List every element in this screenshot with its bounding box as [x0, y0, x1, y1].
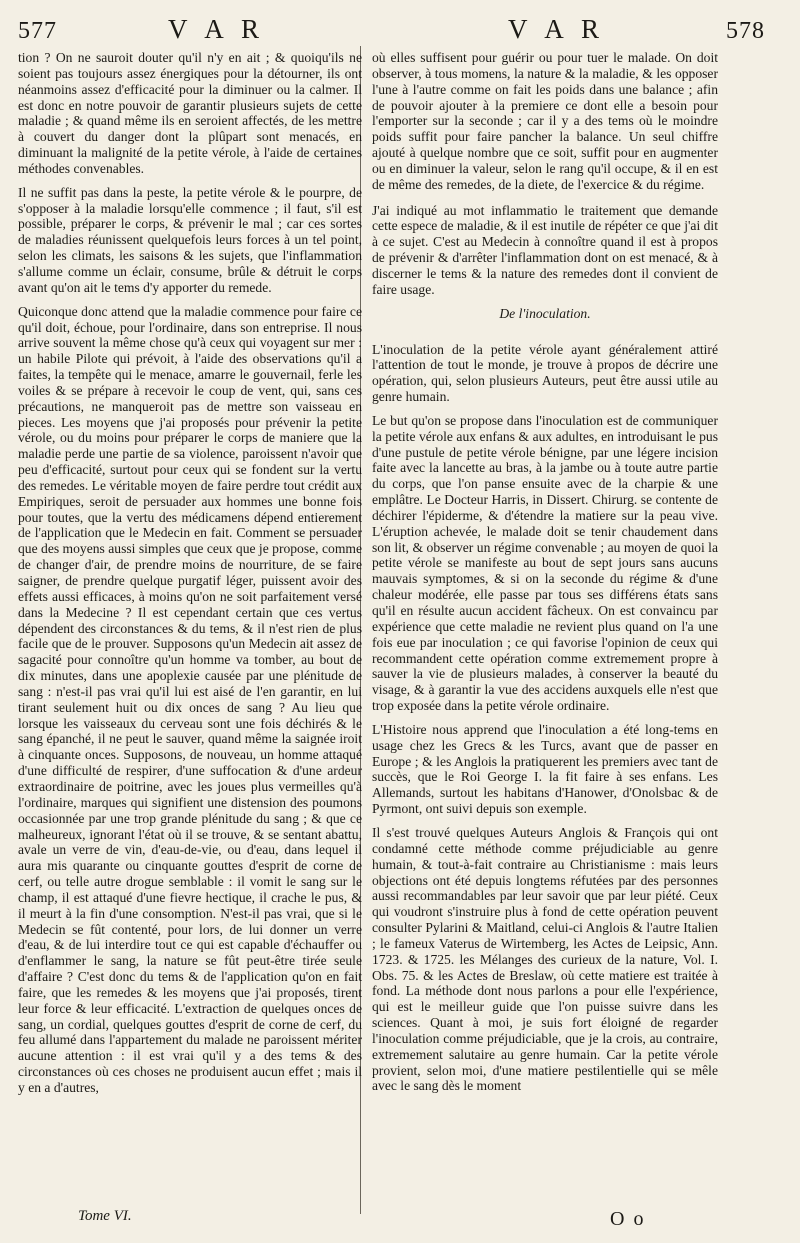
paragraph: Il s'est trouvé quelques Auteurs Anglois & François qui ont condamné cette méthode comme préjudiciable au genre humain, & tout-à-fait contraire au Christianisme : mais leurs objections ont été depuis longtems réfutées par des personnes aussi recommandables par leur savoir que par leur piété. Ceux qui voudront s'instruire plus à fond de cette opération peuvent consulter Pylarini & Maitland, celui-ci Anglois & l'autre Italien ; le fameux Vaterus de Wirtemberg, les Actes de Leipsic, Ann. 1723. & 1725. les Mélanges des curieux de la nature, Vol. I. Obs. 75. & les Actes de Breslaw, où cette matiere est traitée à fond. La méthode dont nous parlons a pour elle l'expérience, qui est le meilleur guide que l'on puisse suivre dans les sciences. Quant à moi, je suis fort éloigné de regarder l'inoculation comme préjudiciable, que je la crois, au contraire, extremement salutaire au genre humain. Car la petite vérole provient, selon moi, d'une matiere pestilentielle qui se mêle avec le sang dès le moment — [372, 824, 718, 1094]
paragraph: où elles suffisent pour guérir ou pour tuer le malade. On doit observer, à tous momens, la nature & la maladie, & les opposer l'une à l'autre comme on fait les poids dans une balance ; afin de pouvoir ajouter à la premiere ce dont elle a besoin pour l'emporter sur la seconde ; car il y a des tems où le moindre poids suffit pour faire pancher la balance. Un seul chiffre ajouté à quelque nombre que ce soit, suffit pour en augmenter ou en diminuer la valeur, selon le rang qu'il occupe, & il en est de même des remedes, de la diete, de l'exercice & du régime. — [372, 50, 718, 192]
paragraph: L'Histoire nous apprend que l'inoculation a été long-tems en usage chez les Grecs & les Turcs, avant que de passer en Europe ; & les Anglois la pratiquerent les premiers avec tant de succès, que le Roi George I. la fit faire à ses enfans. Les Allemands, surtout les habitans d'Hanower, d'Onolsbac & de Pyrmont, ont suivi depuis son exemple. — [372, 721, 718, 817]
volume-label: Tome VI. — [78, 1208, 132, 1224]
page-number-right: 578 — [726, 18, 765, 44]
paragraph: Le but qu'on se propose dans l'inoculation est de communiquer la petite vérole aux enfans & aux adultes, en introduisant le pus d'une pustule de petite vérole bénigne, par une légere incision faite avec la lancette au bras, à la jambe ou à toute autre partie du corps, que l'on panse ensuite avec de la charpie & une emplâtre. Le Docteur Harris, in Dissert. Chirurg. se contente de déchirer l'épiderme, & d'étendre la matiere sur la peau vive. L'éruption achevée, le malade doit se tenir chaudement dans son lit, & observer un régime convenable ; au moyen de quoi la petite vérole se manifeste au bout de sept jours sans aucuns mauvais symptomes, & si on la seconde du régime & d'une chaleur modérée, elle passe par tous ses différens états sans qu'il en résulte aucun accident fâcheux. On est convaincu par expérience que cette maladie ne revient plus quand on l'a une fois eue par inoculation ; ce qui favorise l'opinion de ceux qui recommandent cette opération comme extremement propre à sauver la vie de plusieurs malades, à conserver la beauté du visage, & à garantir la vue des accidens auxquels elle n'est que trop exposée dans la petite vérole ordinaire. — [372, 412, 718, 714]
left-column — [18, 50, 362, 1104]
right-column — [372, 50, 718, 1102]
paragraph: L'inoculation de la petite vérole ayant généralement attiré l'attention de tout le monde, je trouve à propos de décrire une opération, qui, selon plusieurs Auteurs, peut être aussi utile au genre humain. — [372, 341, 718, 405]
running-head-left: V A R — [168, 14, 266, 44]
signature-mark: O o — [610, 1208, 646, 1230]
paragraph: Quiconque donc attend que la maladie commence pour faire ce qu'il doit, échoue, pour l'ordinaire, dans son entreprise. Il nous arrive souvent la même chose qu'à ceux qui voyagent sur mer : un habile Pilote qui prévoit, à l'aide des observations qu'il a faites, la tempête qui le menace, amarre le gouvernail, ferle les voiles & se prépare à recevoir le coup de vent, qui, sans ces précautions, ne manqueroit pas de mettre son vaisseau en pieces. Les moyens que j'ai proposés pour prévenir la petite vérole, ou du moins pour préparer le corps de maniere que la maladie perde une partie de sa violence, paroissent n'avoir que peu d'efficacité, surtout pour ceux qui se fondent sur la vertu des remedes. Le véritable moyen de faire perdre tout crédit aux Empiriques, seroit de persuader aux hommes une bonne fois pour toutes, que la vertu des médicamens dépend entierement de l'application que le Medecin en fait. Comment se persuader que des moyens aussi simples que ceux que je propose, comme de changer d'air, de prendre moins de nourriture, de se faire saigner, de prendre quelque purgatif léger, puissent avoir des effets aussi efficaces, à moins qu'on ne soit parfaitement versé dans la Medecine ? Il est cependant certain que ces vertus dépendent des circonstances & du tems, & il n'est rien de plus facile que de le prouver. Supposons qu'un Medecin ait assez de sagacité pour connoître qu'un homme va tomber, au bout de dix minutes, dans une apoplexie causée par une plénitude de sang : n'est-il pas vrai qu'il lui est aisé de l'en garantir, en lui tirant seulement huit ou dix onces de sang ? Au lieu que lorsque les vaisseaux du cerveau sont une fois déchirés & le sang épanché, il ne peut le sauver, quand même la saignée iroit à cinquante onces. Supposons, de nouveau, un homme attaqué d'une difficulté de respirer, d'une suffocation & d'une ardeur extraordinaire de poitrine, avec les joues plus vermeilles qu'à l'ordinaire, marques qui signifient une distension des poumons occasionnée par une trop grande plénitude du sang ; & que ce malheureux, ignorant l'état où il se trouve, & se sentant abattu, avale un verre de vin, d'eau-de-vie, ou d'eau, dans lequel il aura mis quarante ou cinquante gouttes d'esprit de corne de cerf, ou telle autre drogue semblable : il vomit le sang sur le champ, il est attaqué d'une fievre hectique, il crache le pus, & il meurt à la fin d'une consomption. N'est-il pas vrai, que si le Medecin se fût contenté, pour lors, de lui donner un verre d'eau, & de lui interdire tout ce qui est capable d'échauffer ou d'enflammer le sang, la nature se fût peut-être tirée seule d'affaire ? C'est donc du tems & de l'application qu'on en fait faire, que les remedes & les moyens que j'ai proposés, tirent leur force & leur efficacité. L'extraction de quelques onces de sang, un cordial, quelques gouttes d'esprit de corne de cerf, du feu allumé dans l'appartement du malade ne paroissent mériter aucune attention : il est vrai qu'il y a des tems & des circonstances où ces choses ne produisent aucun effet ; mais il y en a d'autres, — [18, 303, 362, 1095]
page-number-left: 577 — [18, 18, 57, 44]
running-head-right: V A R — [508, 14, 606, 44]
paragraph: tion ? On ne sauroit douter qu'il n'y en ait ; & quoiqu'ils ne soient pas toujours assez énergiques pour la détourner, ils ont néanmoins assez d'efficacité pour la diminuer ou la calmer. Il est donc en notre pouvoir de garantir plusieurs sujets de cette maladie ; & quand même ils en seroient affectés, de les mettre à couvert du danger dont la plûpart sont menacés, en diminuant la malignité de la petite vérole, à l'aide de certaines méthodes convenables. — [18, 50, 362, 176]
paragraph: Il ne suffit pas dans la peste, la petite vérole & le pourpre, de s'opposer à la maladie lorsqu'elle commence ; il faut, s'il est possible, préparer le corps, & prévenir le mal ; car ces sortes de maladies réunissent quelquefois leurs forces à un tel point, selon les climats, les saisons & les sujets, que l'inflammation s'allume comme un éclair, consume, brûle & détruit le corps avant qu'on ait le tems d'y apporter du remede. — [18, 184, 362, 295]
section-heading: De l'inoculation. — [499, 305, 591, 321]
paragraph: J'ai indiqué au mot inflammatio le traitement que demande cette espece de maladie, & il est inutile de répéter ce que j'ai dit à ce sujet. C'est au Medecin à connoître quand il est à propos de prévenir & d'arrêter l'inflammation dont on est menacé, & à discerner le tems & la nature des remedes dont il convient de faire usage. — [372, 202, 718, 297]
